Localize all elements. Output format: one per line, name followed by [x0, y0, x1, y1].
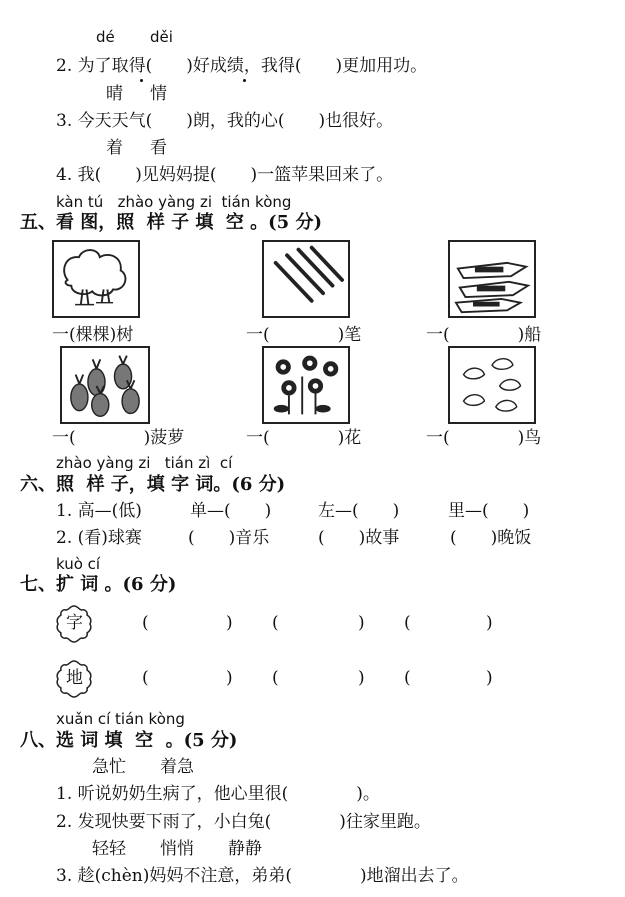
paren-open: (: [404, 668, 411, 688]
paren-close: ): [358, 668, 365, 688]
choice-qing-feeling: 情: [150, 84, 167, 104]
picture-birds: [448, 346, 536, 424]
q6-row2-item2: ( )音乐: [188, 528, 270, 548]
picture-pencils: [262, 240, 350, 318]
q8-word-choices-1: 急忙 着急: [92, 757, 194, 777]
picture-boats: [448, 240, 536, 318]
paren-open: (: [272, 668, 279, 688]
q5-item-pencils: 一( )笔: [246, 325, 362, 345]
emphasis-dot: [140, 79, 143, 82]
paren-close: ): [358, 613, 365, 633]
q5-title: 五、看 图，照 样 子 填 空 。(5 分): [20, 212, 322, 233]
boats-drawing: [450, 242, 534, 316]
q6-row1-item2: 单—( ): [190, 501, 272, 521]
q4-sentence-4: 4. 我( )见妈妈提( )一篮苹果回来了。: [56, 165, 394, 185]
paren-open: (: [142, 668, 149, 688]
q5-item-pineapples: 一( )菠萝: [52, 428, 185, 448]
q6-row1-item3: 左—( ): [318, 501, 400, 521]
q5-item-boats: 一( )船: [426, 325, 542, 345]
q8-title: 八、选 词 填 空 。(5 分): [20, 730, 238, 751]
emphasis-dot: [243, 79, 246, 82]
q4-sentence-3: 3. 今天天气( )朗，我的心( )也很好。: [56, 111, 394, 131]
q5-item-trees: 一(棵棵)树: [52, 325, 134, 345]
pineapples-drawing: [62, 348, 148, 422]
trees-drawing: [54, 242, 138, 316]
paren-open: (: [272, 613, 279, 633]
q7-title: 七、扩 词 。(6 分): [20, 574, 177, 595]
q6-row2-item4: ( )晚饭: [450, 528, 532, 548]
birds-drawing: [450, 348, 534, 422]
q6-title: 六、照 样 子，填 字 词。(6 分): [20, 474, 286, 495]
picture-pineapples: [60, 346, 150, 424]
paren-close: ): [486, 613, 493, 633]
q5-item-flowers: 一( )花: [246, 428, 362, 448]
paren-close: ): [226, 668, 233, 688]
q7-pinyin: kuò cí: [56, 555, 101, 573]
q6-row2-item3: ( )故事: [318, 528, 400, 548]
root-char-zi: 字: [66, 613, 83, 633]
choice-kan: 看: [150, 138, 167, 158]
q6-row2-item1: 2. (看)球赛: [56, 528, 142, 548]
picture-flowers: [262, 346, 350, 424]
q6-row1-item4: 里—( ): [448, 501, 530, 521]
q8-pinyin: xuǎn cí tián kòng: [56, 710, 185, 728]
picture-trees: [52, 240, 140, 318]
flowers-drawing: [264, 348, 348, 422]
paren-open: (: [404, 613, 411, 633]
root-char-di: 地: [66, 668, 83, 688]
q8-sentence-1: 1. 听说奶奶生病了，他心里很( )。: [56, 784, 380, 804]
choice-zhe: 着: [106, 138, 123, 158]
choice-qing-sunny: 晴: [106, 84, 123, 104]
pencils-drawing: [264, 242, 348, 316]
q4-sentence-2: 2. 为了取得( )好成绩，我得( )更加用功。: [56, 56, 428, 76]
paren-close: ): [226, 613, 233, 633]
pinyin-dei: děi: [150, 28, 173, 46]
q8-word-choices-2: 轻轻 悄悄 静静: [92, 839, 262, 859]
q5-item-birds: 一( )鸟: [426, 428, 542, 448]
q8-sentence-2: 2. 发现快要下雨了，小白兔( )往家里跑。: [56, 812, 431, 832]
q6-pinyin: zhào yàng zi tián zì cí: [56, 454, 233, 472]
q6-row1-item1: 1. 高—(低): [56, 501, 142, 521]
pinyin-de: dé: [96, 28, 115, 46]
paren-open: (: [142, 613, 149, 633]
paren-close: ): [486, 668, 493, 688]
q5-pinyin: kàn tú zhào yàng zi tián kòng: [56, 193, 292, 211]
q8-sentence-3: 3. 趁(chèn)妈妈不注意，弟弟( )地溜出去了。: [56, 866, 469, 886]
